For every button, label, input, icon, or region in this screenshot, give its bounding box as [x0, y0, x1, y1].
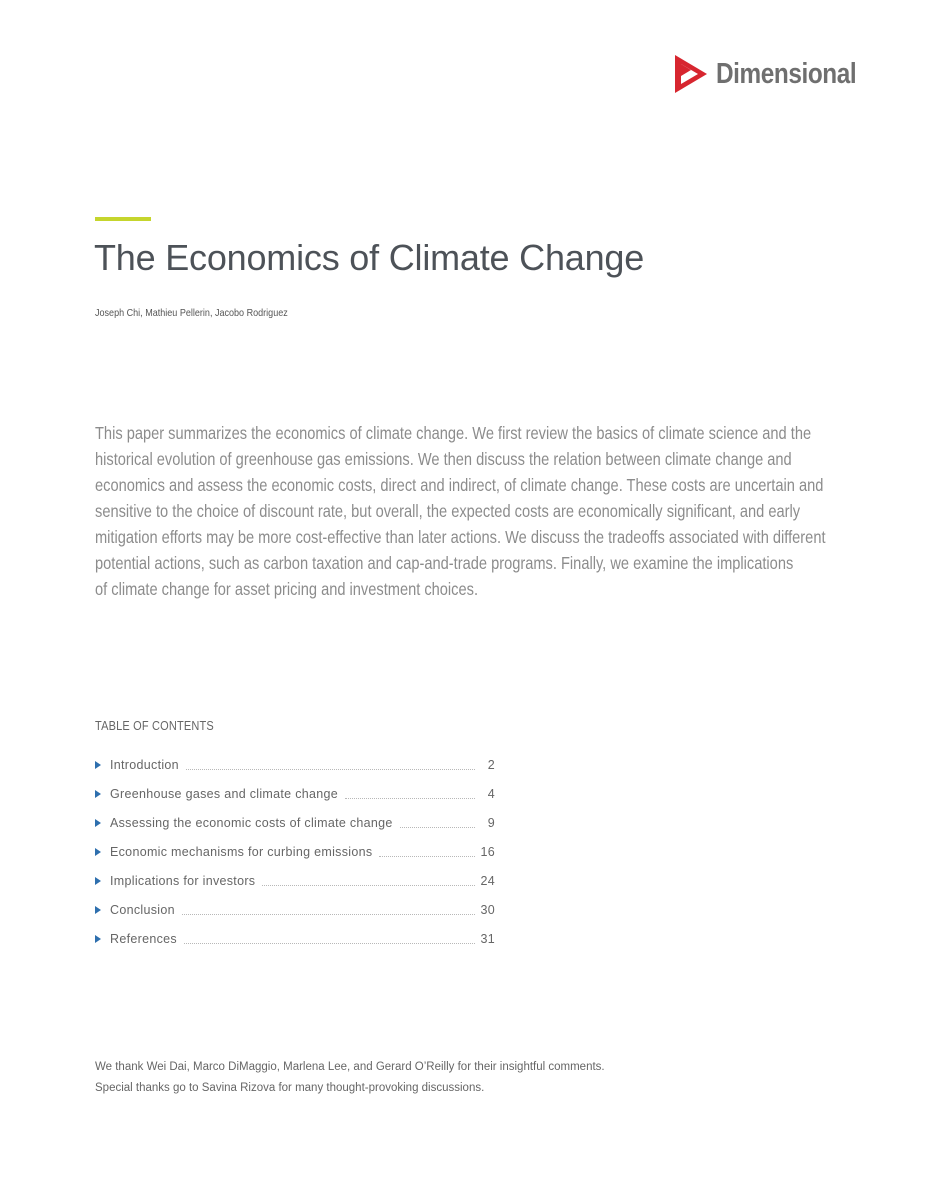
- toc-leader-dots: [262, 885, 475, 886]
- dimensional-triangle-logo-icon: [673, 53, 709, 95]
- triangle-right-icon: [95, 761, 101, 769]
- toc-item-page: 9: [487, 815, 495, 830]
- toc-item-label: Implications for investors: [110, 873, 256, 888]
- abstract-line: mitigation efforts may be more cost-effective than later actions. We discuss the tradeoffs associated with different: [95, 527, 826, 547]
- toc-item-page: 4: [487, 786, 495, 801]
- toc-leader-dots: [345, 798, 475, 799]
- toc-item-economic-costs[interactable]: [95, 808, 495, 837]
- abstract-line: economics and assess the economic costs, direct and indirect, of climate change. These costs are uncertain and: [95, 475, 824, 495]
- abstract-line: potential actions, such as carbon taxation and cap-and-trade programs. Finally, we examine the implications: [95, 553, 794, 573]
- toc-item-label: Introduction: [110, 757, 179, 772]
- toc-leader-dots: [182, 914, 475, 915]
- toc-item-introduction[interactable]: [95, 750, 495, 779]
- page-title: The Economics of Climate Change: [94, 237, 645, 278]
- toc-leader-dots: [186, 769, 475, 770]
- toc-item-label: Assessing the economic costs of climate change: [110, 815, 393, 830]
- toc-heading: TABLE OF CONTENTS: [95, 719, 214, 733]
- brand-logo: [673, 53, 883, 95]
- title-accent-bar: [95, 217, 151, 221]
- triangle-right-icon: [95, 935, 101, 943]
- toc-item-label: Greenhouse gases and climate change: [110, 786, 339, 801]
- toc-leader-dots: [184, 943, 475, 944]
- toc-item-page: 31: [480, 931, 495, 946]
- abstract-line: sensitive to the choice of discount rate, but overall, the expected costs are economically significant, and early: [95, 501, 801, 521]
- abstract-line: This paper summarizes the economics of climate change. We first review the basics of climate science and the: [95, 423, 812, 443]
- triangle-right-icon: [95, 877, 101, 885]
- brand-name: Dimensional: [716, 57, 857, 90]
- acknowledgment-line: Special thanks go to Savina Rizova for many thought-provoking discussions.: [95, 1082, 485, 1094]
- authors: Joseph Chi, Mathieu Pellerin, Jacobo Rodriguez: [95, 307, 288, 319]
- triangle-right-icon: [95, 819, 101, 827]
- toc-item-implications[interactable]: [95, 866, 495, 895]
- toc-item-economic-mechanisms[interactable]: [95, 837, 495, 866]
- toc-item-page: 2: [487, 757, 495, 772]
- toc-item-label: References: [110, 931, 177, 946]
- toc-item-greenhouse-gases[interactable]: [95, 779, 495, 808]
- toc-item-page: 30: [480, 902, 495, 917]
- triangle-right-icon: [95, 906, 101, 914]
- table-of-contents: [95, 750, 495, 953]
- toc-leader-dots: [400, 827, 475, 828]
- abstract-line: of climate change for asset pricing and investment choices.: [95, 579, 479, 599]
- toc-item-conclusion[interactable]: [95, 895, 495, 924]
- toc-item-page: 16: [480, 844, 495, 859]
- toc-item-label: Conclusion: [110, 902, 175, 917]
- toc-item-label: Economic mechanisms for curbing emissions: [110, 844, 373, 859]
- toc-item-page: 24: [480, 873, 495, 888]
- abstract: [95, 420, 831, 602]
- triangle-right-icon: [95, 790, 101, 798]
- toc-item-references[interactable]: [95, 924, 495, 953]
- acknowledgment-line: We thank Wei Dai, Marco DiMaggio, Marlena Lee, and Gerard O’Reilly for their insightful comments.: [95, 1061, 605, 1073]
- triangle-right-icon: [95, 848, 101, 856]
- toc-leader-dots: [379, 856, 475, 857]
- abstract-line: historical evolution of greenhouse gas emissions. We then discuss the relation between climate change and: [95, 449, 792, 469]
- acknowledgments: [95, 1057, 605, 1099]
